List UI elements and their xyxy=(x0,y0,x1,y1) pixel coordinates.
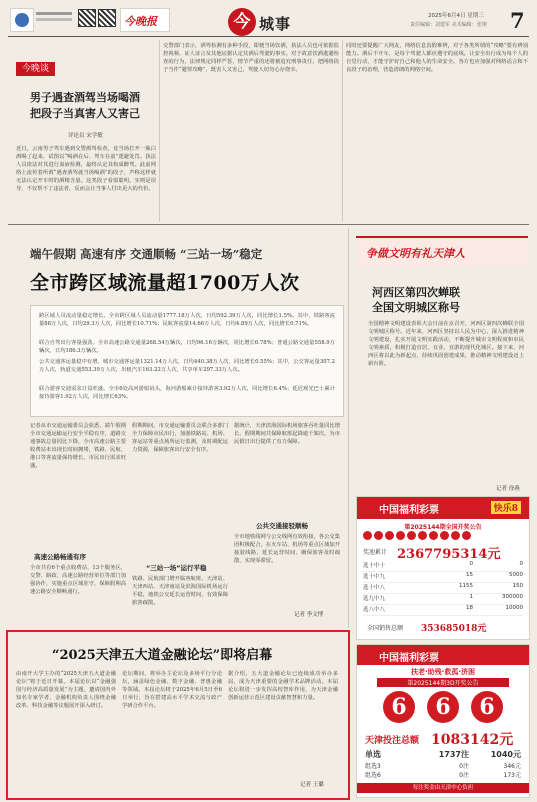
right-body: 全国精神文明建设表彰大会日前在京召开，河西区第四次蝉联全国文明城区称号。近年来，河西区坚持以人民为中心，深入推进精神文明建设，扎实开展文明实践活动，不断提升城市文明程度和市民文明素质，积极打造宜居、宜业、宜游的现代化城区。接下来，河西区将以此为新起点，持续巩固创建成果，推动精神文明建设迈上新台阶。 xyxy=(368,321,524,368)
lottery-3d-row: 组选6 0注 173元 xyxy=(365,772,521,779)
civility-banner xyxy=(356,236,528,268)
lottery-kl8-row: 选十中八 1155 150 xyxy=(363,583,523,594)
story-kicker: 端午假期 高速有序 交通顺畅 “三站一场”稳定 xyxy=(30,247,263,261)
section-name: 城事 xyxy=(259,15,292,33)
column-body: 近日，云南男子驾车遇到交警酒驾检查，竟当场打开一瓶白酒喝了起来，试图以“喝酒在后、驾车在前”逃避处罚。执法人员依法对其进行血液检测，最终认定其构成醉驾。此前网络上流传着所谓“遇查酒驾就当场喝酒”的段子，声称这样就无法认定开车时的酒精含量。这类段子看似聪明，实则是误导，不仅帮不了违法者，反而会让当事人付出更大的代价。 xyxy=(16,146,156,193)
lottery-3d-row: 组选3 0注 346元 xyxy=(365,763,521,770)
lottery-kl8-jackpot: 2367795314元 xyxy=(397,547,501,562)
newspaper-logo xyxy=(120,8,170,32)
ball-7 xyxy=(429,531,438,540)
digit-ball-3: 6 xyxy=(471,691,503,723)
lottery-kl8-total: 353685018元 xyxy=(421,624,487,634)
masthead-subtitle xyxy=(36,12,72,26)
story-body-d: 铁路、民航部门增开临客航班，天津站、天津西站、天津南站及滨海国际机场运行平稳，地铁公交延长运营时间，有效保障旅客疏散。 xyxy=(132,576,228,607)
lottery-kl8-row: 选十中十 0 0 xyxy=(363,561,523,572)
column-divider-1 xyxy=(159,40,160,222)
qr-code-2 xyxy=(98,9,116,27)
qr-code-1 xyxy=(78,9,96,27)
story-subhead-1: 高速公路畅通有序 xyxy=(34,553,86,561)
ball-5 xyxy=(407,531,416,540)
right-top-text: 同时还要提醒广大网友，网络信息真假难辨，对于各类所谓的“攻略”要有辨别能力。酒后不开车，是每个驾驶人都应遵守的底线。让安全出行成为每个人的自觉行动，才能守护好自己和他人的生命安全。各方也应加强对网络谣言和不良段子的治理，营造清朗的网络空间。 xyxy=(346,43,528,74)
lottery-3d-ad xyxy=(356,644,530,798)
stats-item-3: 公共交通客运量稳中有增。城市交通客运量1321.14万人次，日均440.38万人次，同比增长0.55%；其中，公交客运量307.2万人次，轨道交通553.39万人次，出租汽车163.22万人次，共享单车297.33万人次。 xyxy=(39,359,335,374)
story-subhead-2: “三站一场”运行平稳 xyxy=(146,564,207,572)
column-title-line2: 把段子当真害人又害己 xyxy=(30,107,140,120)
ball-9 xyxy=(451,531,460,540)
ball-6 xyxy=(418,531,427,540)
logo-mark xyxy=(15,13,29,27)
feature-col-2: 论坛期间，将举办主论坛及多场平行分论坛，涵盖绿色金融、数字金融、普惠金融等领域。本届论坛将于2025年6月5日至6日举行，旨在搭建高水平学术交流与政产学研合作平台。 xyxy=(122,671,222,710)
lottery-kl8-jackpot-label: 奖池累计 xyxy=(363,549,388,556)
right-reporter: 记者 徐燕 xyxy=(496,486,520,492)
lottery-3d-sales-label: 天津投注总额 xyxy=(365,736,420,746)
story-reporter: 记者 李文博 xyxy=(294,612,324,618)
feature-col-3: 据介绍，五大道金融论坛已连续成功举办多届，成为天津重要的金融学术品牌活动。本届论坛将进一步发挥高校智库作用，为天津金融创新运营示范区建设贡献智慧和力量。 xyxy=(228,671,338,702)
lottery-kl8-brand: 中国福利彩票 xyxy=(379,505,439,516)
feature-title: “2025天津五大道金融论坛”即将启幕 xyxy=(52,648,273,663)
lottery-kl8-balls xyxy=(363,531,523,541)
story-body-a: 记者从市交通运输委员会获悉，端午假期全市交通运输运行安全平稳有序，道路交通事故总量同比下降，全市高速公路主要收费站未出现长时间拥堵，铁路、民航、港口等客流量保持增长，市民出行需求旺盛。 xyxy=(30,423,126,470)
section-badge: 今 xyxy=(228,8,256,36)
page-number: 7 xyxy=(510,8,525,33)
story-headline: 全市跨区域流量超1700万人次 xyxy=(30,272,300,294)
section-rule-1 xyxy=(8,224,529,225)
column-tag: 今晚谈 xyxy=(16,62,55,76)
lottery-3d-draw: 第2025144期3D开奖公告 xyxy=(377,678,509,687)
story-body-e: 据统计，天津滨海国际机场旅客吞吐量同比增长，假期期间共保障航班起降逾千架次，为市民假日出行提供了有力保障。 xyxy=(234,423,340,446)
lottery-kl8-row: 选九中九 1 300000 xyxy=(363,594,523,605)
lottery-3d-row: 单选 1737注 1040元 xyxy=(365,750,521,759)
right-title-line2: 全国文明城区称号 xyxy=(372,301,460,314)
masthead-logo xyxy=(10,8,34,32)
column-author: 评论员 宋学敏 xyxy=(68,133,103,139)
lottery-kl8-header xyxy=(357,497,529,519)
digit-ball-1: 6 xyxy=(383,691,415,723)
lottery-3d-table xyxy=(365,749,521,779)
editor-line: 责任编辑：刘建军 美术编辑：张翔 xyxy=(410,22,487,28)
story-body-b: 全市共有6个重点收费站、13个服务区，交警、路政、高速公路经营单位等部门加强协作，实施重点区域驻守，保障假期高速公路安全顺畅通行。 xyxy=(30,565,126,596)
ball-3 xyxy=(385,531,394,540)
lottery-3d-sales: 1083142元 xyxy=(431,732,514,748)
lottery-kl8-row: 选八中八 18 10000 xyxy=(363,605,523,616)
ball-8 xyxy=(440,531,449,540)
lottery-3d-slogan: 扶老·助残·救孤·济困 xyxy=(411,668,475,676)
ball-10 xyxy=(462,531,471,540)
story-subhead-3: 公共交通接驳顺畅 xyxy=(256,522,308,530)
story-body-c: 假期期间，市交通运输委员会联合多部门全力保障市民出行，加强铁路站、机场、客运站等重点场所运行监测，及时调配运力资源，保障旅客出行安全有序。 xyxy=(132,423,228,454)
stats-item-2: 联合自驾出行客量强劲。全市高速公路交通量268.54万辆次，日均96.16万辆次，同比增长6.78%；普通公路交通量558.9万辆次，日均186.3万辆次。 xyxy=(39,340,335,355)
stats-box xyxy=(30,305,344,417)
lottery-kl8-game: 快乐8 xyxy=(491,501,521,514)
right-title-line1: 河西区第四次蝉联 xyxy=(372,286,460,299)
civility-banner-text: 争做文明有礼天津人 xyxy=(366,247,465,260)
column-divider-2 xyxy=(342,40,343,222)
ball-1 xyxy=(363,531,372,540)
lottery-kl8-ad xyxy=(356,496,530,640)
lottery-3d-header xyxy=(357,645,529,665)
lottery-3d-footer: 每注奖金由天津中心负担 xyxy=(357,783,529,793)
lottery-kl8-row: 选十中九 15 5000 xyxy=(363,572,523,583)
column-divider-3 xyxy=(348,228,349,628)
lottery-kl8-table xyxy=(363,561,523,616)
column-title-line1: 男子遇查酒驾当场喝酒 xyxy=(30,91,140,104)
story-body-f: 全市地铁线网与公交线网有效衔接，各公交集团积极配合，在火车站、机场等重点区域加开接驳线路，延长运营时间，确保旅客及时疏散，实现零滞留。 xyxy=(234,534,340,565)
lottery-3d-brand: 中国福利彩票 xyxy=(379,653,439,664)
stats-item-4: 联合游客交通需求日益旺盛。全市6处高河游船码头，海河游船累计接待游客3.92万人次，同比增长6.4%；延迟观光巴士累计接待游客1.92万人次，同比增长63%。 xyxy=(39,386,335,401)
header-rule xyxy=(8,36,529,37)
lottery-kl8-total-label: 全国销售总额 xyxy=(367,625,404,632)
ball-4 xyxy=(396,531,405,540)
middle-text: 交警部门表示，酒驾检测有多种手段，即便当场饮酒，执法人员也可依据监控视频、证人证言及其他证据认定其酒后驾驶的事实。对于故意饮酒逃避检查的行为，法律规定同样严惩，情节严重的还将被追究刑事责任。把网络段子当作“避罪攻略”，既害人又害己，驾驶人切勿心存侥幸。 xyxy=(163,43,339,74)
date-line: 2025年6月4日 星期三 xyxy=(428,13,484,19)
digit-ball-2: 6 xyxy=(427,691,459,723)
lottery-kl8-draw: 第2025144期全国开奖公告 xyxy=(404,524,482,531)
feature-reporter: 记者 王璐 xyxy=(300,782,324,788)
stats-item-1: 跨区域人员流动量稳定增长。全市跨区域人员流动量1777.18万人次，日均592.39万人次，同比增长1.5%。其中，铁路客流量88万人次，日均29.3万人次，同比增长10.71%；民航客流量14.66万人次，日均4.89万人次，同比增长0.71%。 xyxy=(39,313,335,328)
newspaper-logo-text: 今晚报 xyxy=(124,15,157,28)
feature-col-1: 由南开大学主办的“2025天津五大道金融论坛”将于近日开幕。本届论坛以“金融强国与经济高质量发展”为主题，邀请国内外知名专家学者、金融机构负责人围绕金融改革、科技金融等议题展开深入研讨。 xyxy=(16,671,116,710)
ball-2 xyxy=(374,531,383,540)
